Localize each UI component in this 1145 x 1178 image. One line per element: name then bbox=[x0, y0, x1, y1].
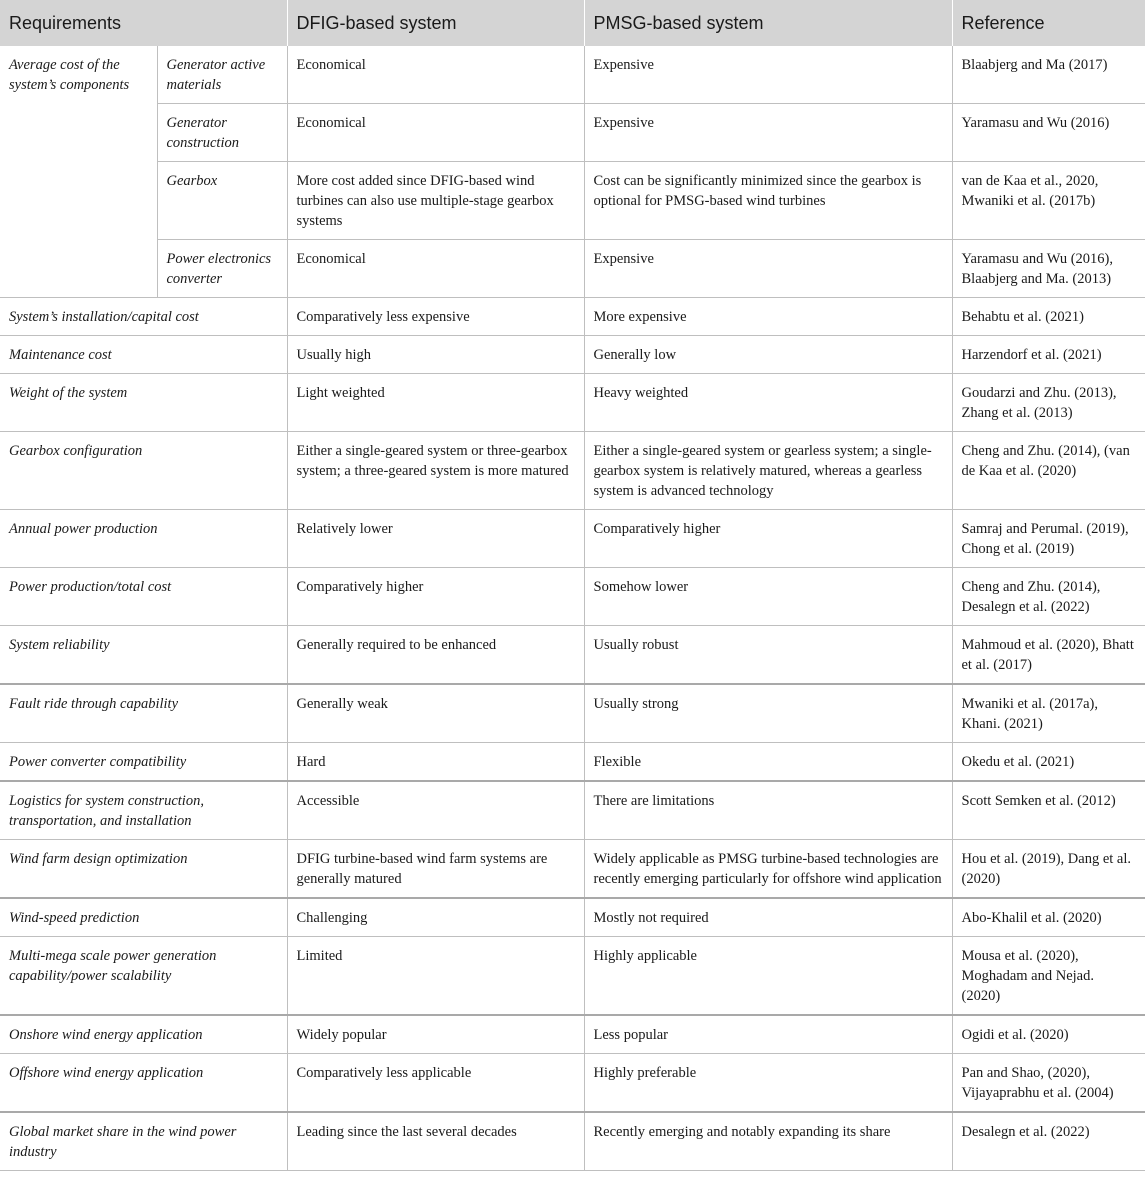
dfig-cell: Leading since the last several decades bbox=[287, 1112, 584, 1171]
header-row bbox=[0, 0, 1145, 46]
pmsg-cell: Comparatively higher bbox=[584, 510, 952, 568]
pmsg-cell: Generally low bbox=[584, 336, 952, 374]
requirement-cell: System’s installation/capital cost bbox=[0, 298, 287, 336]
sub-requirement: Generator construction bbox=[157, 104, 287, 162]
requirement-cell: System reliability bbox=[0, 626, 287, 685]
table-row bbox=[0, 1015, 1145, 1054]
dfig-cell: Accessible bbox=[287, 781, 584, 840]
table-row bbox=[0, 743, 1145, 782]
dfig-cell: Challenging bbox=[287, 898, 584, 937]
dfig-cell: Comparatively less applicable bbox=[287, 1054, 584, 1113]
table-row bbox=[0, 46, 1145, 104]
reference-cell: Hou et al. (2019), Dang et al. (2020) bbox=[952, 840, 1145, 899]
requirement-cell: Multi-mega scale power generation capability/power scalability bbox=[0, 937, 287, 1016]
sub-requirement: Generator active materials bbox=[157, 46, 287, 104]
dfig-cell: Comparatively higher bbox=[287, 568, 584, 626]
requirement-cell: Offshore wind energy application bbox=[0, 1054, 287, 1113]
reference-cell: Scott Semken et al. (2012) bbox=[952, 781, 1145, 840]
dfig-cell: Comparatively less expensive bbox=[287, 298, 584, 336]
pmsg-cell: Expensive bbox=[584, 104, 952, 162]
reference-cell: Cheng and Zhu. (2014), (van de Kaa et al. (2020) bbox=[952, 432, 1145, 510]
reference-cell: Mousa et al. (2020), Moghadam and Nejad. (2020) bbox=[952, 937, 1145, 1016]
table-row bbox=[0, 937, 1145, 1016]
reference-cell: Desalegn et al. (2022) bbox=[952, 1112, 1145, 1171]
dfig-cell: Limited bbox=[287, 937, 584, 1016]
reference-cell: Cheng and Zhu. (2014), Desalegn et al. (2022) bbox=[952, 568, 1145, 626]
table-row bbox=[0, 162, 1145, 240]
pmsg-cell: Usually robust bbox=[584, 626, 952, 685]
reference-cell: Yaramasu and Wu (2016), Blaabjerg and Ma. (2013) bbox=[952, 240, 1145, 298]
reference-cell: Harzendorf et al. (2021) bbox=[952, 336, 1145, 374]
header-pmsg: PMSG-based system bbox=[584, 0, 952, 46]
pmsg-cell: Expensive bbox=[584, 240, 952, 298]
dfig-cell: Usually high bbox=[287, 336, 584, 374]
pmsg-cell: Usually strong bbox=[584, 684, 952, 743]
dfig-cell: Either a single-geared system or three-gearbox system; a three-geared system is more matured bbox=[287, 432, 584, 510]
row-group-label: Average cost of the system’s components bbox=[0, 46, 157, 298]
pmsg-cell: Mostly not required bbox=[584, 898, 952, 937]
dfig-cell: Widely popular bbox=[287, 1015, 584, 1054]
sub-requirement: Gearbox bbox=[157, 162, 287, 240]
dfig-cell: Relatively lower bbox=[287, 510, 584, 568]
table-row bbox=[0, 626, 1145, 685]
dfig-cell: Generally required to be enhanced bbox=[287, 626, 584, 685]
reference-cell: Okedu et al. (2021) bbox=[952, 743, 1145, 782]
pmsg-cell: Expensive bbox=[584, 46, 952, 104]
reference-cell: Goudarzi and Zhu. (2013), Zhang et al. (2013) bbox=[952, 374, 1145, 432]
pmsg-cell: Recently emerging and notably expanding its share bbox=[584, 1112, 952, 1171]
pmsg-cell: More expensive bbox=[584, 298, 952, 336]
table-row bbox=[0, 298, 1145, 336]
pmsg-cell: There are limitations bbox=[584, 781, 952, 840]
reference-cell: Blaabjerg and Ma (2017) bbox=[952, 46, 1145, 104]
table-row bbox=[0, 432, 1145, 510]
table-row bbox=[0, 374, 1145, 432]
dfig-cell: More cost added since DFIG-based wind turbines can also use multiple-stage gearbox systems bbox=[287, 162, 584, 240]
pmsg-cell: Highly applicable bbox=[584, 937, 952, 1016]
pmsg-cell: Heavy weighted bbox=[584, 374, 952, 432]
reference-cell: Behabtu et al. (2021) bbox=[952, 298, 1145, 336]
requirement-cell: Onshore wind energy application bbox=[0, 1015, 287, 1054]
requirement-cell: Wind-speed prediction bbox=[0, 898, 287, 937]
reference-cell: Yaramasu and Wu (2016) bbox=[952, 104, 1145, 162]
pmsg-cell: Cost can be significantly minimized since the gearbox is optional for PMSG-based wind turbines bbox=[584, 162, 952, 240]
header-requirements: Requirements bbox=[0, 0, 287, 46]
table-row bbox=[0, 104, 1145, 162]
dfig-cell: Economical bbox=[287, 104, 584, 162]
requirement-cell: Weight of the system bbox=[0, 374, 287, 432]
requirement-cell: Wind farm design optimization bbox=[0, 840, 287, 899]
reference-cell: Ogidi et al. (2020) bbox=[952, 1015, 1145, 1054]
table-row bbox=[0, 510, 1145, 568]
requirement-cell: Power converter compatibility bbox=[0, 743, 287, 782]
pmsg-cell: Less popular bbox=[584, 1015, 952, 1054]
requirement-cell: Annual power production bbox=[0, 510, 287, 568]
table-row bbox=[0, 1112, 1145, 1171]
reference-cell: Pan and Shao, (2020), Vijayaprabhu et al. (2004) bbox=[952, 1054, 1145, 1113]
table-row bbox=[0, 684, 1145, 743]
table-row bbox=[0, 840, 1145, 899]
header-dfig: DFIG-based system bbox=[287, 0, 584, 46]
pmsg-cell: Highly preferable bbox=[584, 1054, 952, 1113]
dfig-cell: DFIG turbine-based wind farm systems are generally matured bbox=[287, 840, 584, 899]
reference-cell: Mahmoud et al. (2020), Bhatt et al. (2017) bbox=[952, 626, 1145, 685]
requirement-cell: Maintenance cost bbox=[0, 336, 287, 374]
table-row bbox=[0, 568, 1145, 626]
table-row bbox=[0, 898, 1145, 937]
requirement-cell: Gearbox configuration bbox=[0, 432, 287, 510]
reference-cell: Abo-Khalil et al. (2020) bbox=[952, 898, 1145, 937]
pmsg-cell: Somehow lower bbox=[584, 568, 952, 626]
pmsg-cell: Widely applicable as PMSG turbine-based technologies are recently emerging particularly for offshore wind application bbox=[584, 840, 952, 899]
reference-cell: Samraj and Perumal. (2019), Chong et al. (2019) bbox=[952, 510, 1145, 568]
table-row bbox=[0, 1054, 1145, 1113]
reference-cell: Mwaniki et al. (2017a), Khani. (2021) bbox=[952, 684, 1145, 743]
requirement-cell: Fault ride through capability bbox=[0, 684, 287, 743]
requirement-cell: Power production/total cost bbox=[0, 568, 287, 626]
pmsg-cell: Either a single-geared system or gearless system; a single-gearbox system is relatively matured, whereas a gearless system is advanced technology bbox=[584, 432, 952, 510]
dfig-cell: Light weighted bbox=[287, 374, 584, 432]
sub-requirement: Power electronics converter bbox=[157, 240, 287, 298]
header-reference: Reference bbox=[952, 0, 1145, 46]
pmsg-cell: Flexible bbox=[584, 743, 952, 782]
dfig-cell: Hard bbox=[287, 743, 584, 782]
dfig-cell: Economical bbox=[287, 46, 584, 104]
dfig-cell: Economical bbox=[287, 240, 584, 298]
table-row bbox=[0, 781, 1145, 840]
table-row bbox=[0, 240, 1145, 298]
reference-cell: van de Kaa et al., 2020, Mwaniki et al. (2017b) bbox=[952, 162, 1145, 240]
table-row bbox=[0, 336, 1145, 374]
dfig-cell: Generally weak bbox=[287, 684, 584, 743]
requirement-cell: Global market share in the wind power industry bbox=[0, 1112, 287, 1171]
requirement-cell: Logistics for system construction, transportation, and installation bbox=[0, 781, 287, 840]
